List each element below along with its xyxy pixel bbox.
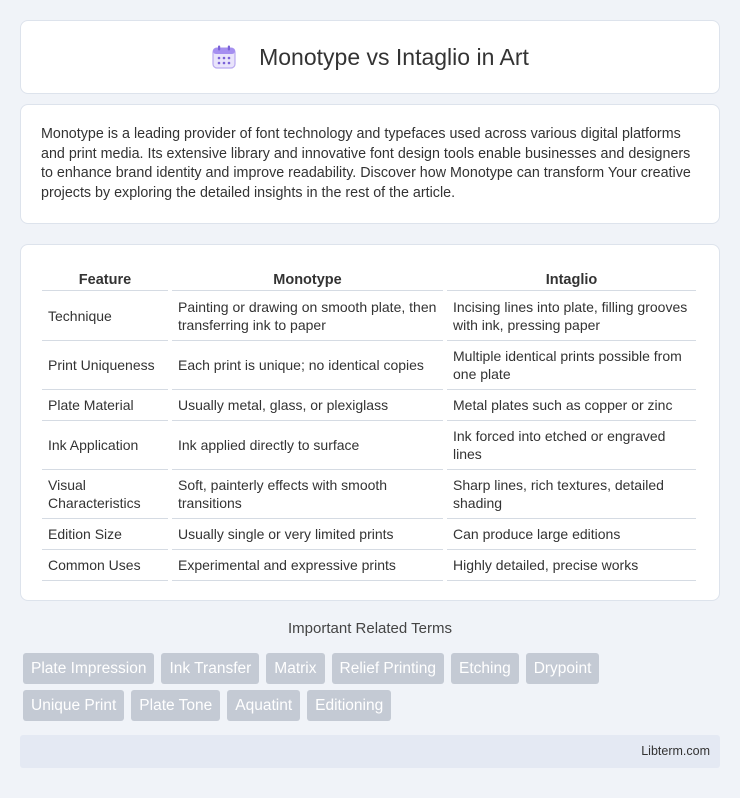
tag-plate-tone[interactable]: Plate Tone	[131, 690, 220, 721]
intaglio-cell: Sharp lines, rich textures, detailed shading	[447, 470, 696, 519]
tag-row	[23, 690, 723, 721]
feature-cell: Print Uniqueness	[42, 341, 168, 390]
intaglio-cell: Multiple identical prints possible from one plate	[447, 341, 696, 390]
feature-cell: Edition Size	[42, 519, 168, 550]
comparison-table-card	[20, 244, 720, 601]
table-row	[42, 390, 696, 421]
tag-ink-transfer[interactable]: Ink Transfer	[161, 653, 259, 684]
footer	[20, 735, 720, 768]
calendar-icon	[211, 44, 237, 70]
header-feature: Feature	[42, 265, 168, 291]
header-intaglio: Intaglio	[447, 265, 696, 291]
tag-plate-impression[interactable]: Plate Impression	[23, 653, 154, 684]
feature-cell: Ink Application	[42, 421, 168, 470]
intro-card	[20, 104, 720, 224]
related-terms-tags	[23, 653, 723, 727]
table-row	[42, 291, 696, 341]
feature-cell: Visual Characteristics	[42, 470, 168, 519]
intaglio-cell: Incising lines into plate, filling grooves with ink, pressing paper	[447, 291, 696, 341]
feature-cell: Plate Material	[42, 390, 168, 421]
table-row	[42, 519, 696, 550]
comparison-table	[38, 265, 700, 581]
monotype-cell: Usually metal, glass, or plexiglass	[172, 390, 443, 421]
table-row	[42, 341, 696, 390]
table-row	[42, 470, 696, 519]
title-card	[20, 20, 720, 94]
feature-cell: Technique	[42, 291, 168, 341]
monotype-cell: Ink applied directly to surface	[172, 421, 443, 470]
table-row	[42, 421, 696, 470]
header-monotype: Monotype	[172, 265, 443, 291]
intaglio-cell: Metal plates such as copper or zinc	[447, 390, 696, 421]
tag-etching[interactable]: Etching	[451, 653, 519, 684]
intaglio-cell: Can produce large editions	[447, 519, 696, 550]
tag-row	[23, 653, 723, 684]
monotype-cell: Painting or drawing on smooth plate, then transferring ink to paper	[172, 291, 443, 341]
intaglio-cell: Highly detailed, precise works	[447, 550, 696, 581]
page-title: Monotype vs Intaglio in Art	[259, 43, 529, 70]
table-header-row	[42, 265, 696, 291]
tag-editioning[interactable]: Editioning	[307, 690, 391, 721]
tag-matrix[interactable]: Matrix	[266, 653, 324, 684]
monotype-cell: Usually single or very limited prints	[172, 519, 443, 550]
monotype-cell: Soft, painterly effects with smooth transitions	[172, 470, 443, 519]
related-terms-title: Important Related Terms	[288, 620, 452, 637]
footer-site-link[interactable]: Libterm.com	[641, 744, 710, 758]
intaglio-cell: Ink forced into etched or engraved lines	[447, 421, 696, 470]
feature-cell: Common Uses	[42, 550, 168, 581]
intro-text: Monotype is a leading provider of font technology and typefaces used across various digital platforms and print media. Its extensive library and innovative font design tools enable businesses and designers to enhance brand identity and improve readability. Discover how Monotype can transform Your creative projects by exploring the detailed insights in the rest of the article.	[41, 126, 691, 201]
tag-drypoint[interactable]: Drypoint	[526, 653, 600, 684]
monotype-cell: Experimental and expressive prints	[172, 550, 443, 581]
monotype-cell: Each print is unique; no identical copies	[172, 341, 443, 390]
tag-relief-printing[interactable]: Relief Printing	[332, 653, 445, 684]
tag-unique-print[interactable]: Unique Print	[23, 690, 124, 721]
tag-aquatint[interactable]: Aquatint	[227, 690, 300, 721]
table-row	[42, 550, 696, 581]
